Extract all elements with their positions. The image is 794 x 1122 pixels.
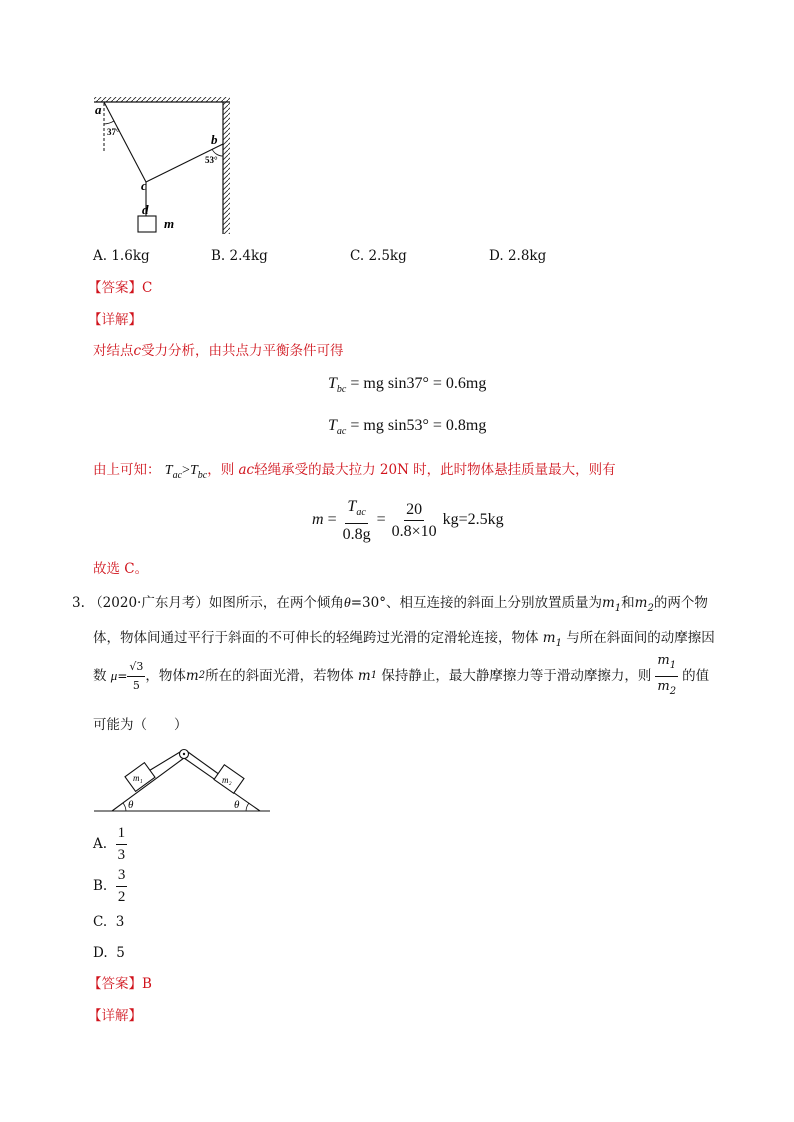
label-a: a [95, 102, 102, 117]
q3-detail-label: 【详解】 [88, 1008, 142, 1024]
label-b: b [211, 132, 218, 147]
q3-line3: 数 μ = $\frac{√3}{5}$ ，物体 m 2 所在的斜面光滑，若物体 m 1 保持静止，最大静摩擦力等于滑动摩擦力，则 $\frac{m_1}{m_2}$ 的值 [93, 652, 710, 697]
q3-line4: 可能为（ ） [93, 717, 188, 733]
q2-answer: 【答案】C [88, 280, 153, 296]
q2-explanation-line2: 由上可知： $T_{ac}>T_{bc}$，则 ac轻绳承受的最大拉力 20N 时，此时物体悬挂质量最大，则有 [93, 462, 616, 481]
q3-option-d: D. 5 [93, 945, 125, 961]
figure-double-incline [92, 744, 274, 816]
q2-conclusion: 故选 C。 [93, 561, 149, 577]
equation-mass: m = $\frac{T_{ac}}{0.8g}$ = $\frac{20}{0.8\times 10}$ kg=2.5kg [312, 498, 504, 543]
theta-left-label: θ [128, 799, 134, 811]
block-m1-label: m₁ [133, 773, 143, 783]
angle-a-label: 37° [107, 127, 120, 137]
angle-b-label: 53° [205, 155, 218, 165]
equation-tac: $T_{ac}$ = mg sin53° = 0.8mg [328, 417, 487, 437]
q3-answer: 【答案】B [88, 976, 152, 992]
label-c: c [141, 178, 147, 193]
equation-tbc: $T_{bc}$ = mg sin37° = 0.6mg [328, 375, 487, 395]
q2-option-c: C. 2.5kg [350, 248, 407, 264]
q2-option-d: D. 2.8kg [489, 248, 547, 264]
q2-explanation-line1: 对结点c受力分析，由共点力平衡条件可得 [93, 343, 344, 359]
block-m2-label: m₂ [222, 775, 232, 785]
label-d: d [142, 202, 149, 217]
q2-detail-label: 【详解】 [88, 312, 142, 328]
q3-option-b: B. $\frac{3}{2}$ [93, 866, 126, 905]
q2-option-b: B. 2.4kg [211, 248, 268, 264]
q3-option-a: A. $\frac{1}{3}$ [93, 824, 126, 863]
q3-line2: 体，物体间通过平行于斜面的不可伸长的轻绳跨过光滑的定滑轮连接，物体 $m_1$ 与所在斜面间的动摩擦因 [93, 630, 715, 649]
q3-line1: 3. （2020·广东月考）如图所示，在两个倾角θ=30°、相互连接的斜面上分别放置质量为$m_1$和$m_2$的两个物 [72, 595, 708, 614]
q3-option-c: C. 3 [93, 914, 125, 930]
label-m: m [164, 216, 175, 231]
theta-right-label: θ [234, 799, 240, 811]
q2-option-a: A. 1.6kg [93, 248, 150, 264]
figure-string-equilibrium [88, 90, 238, 240]
